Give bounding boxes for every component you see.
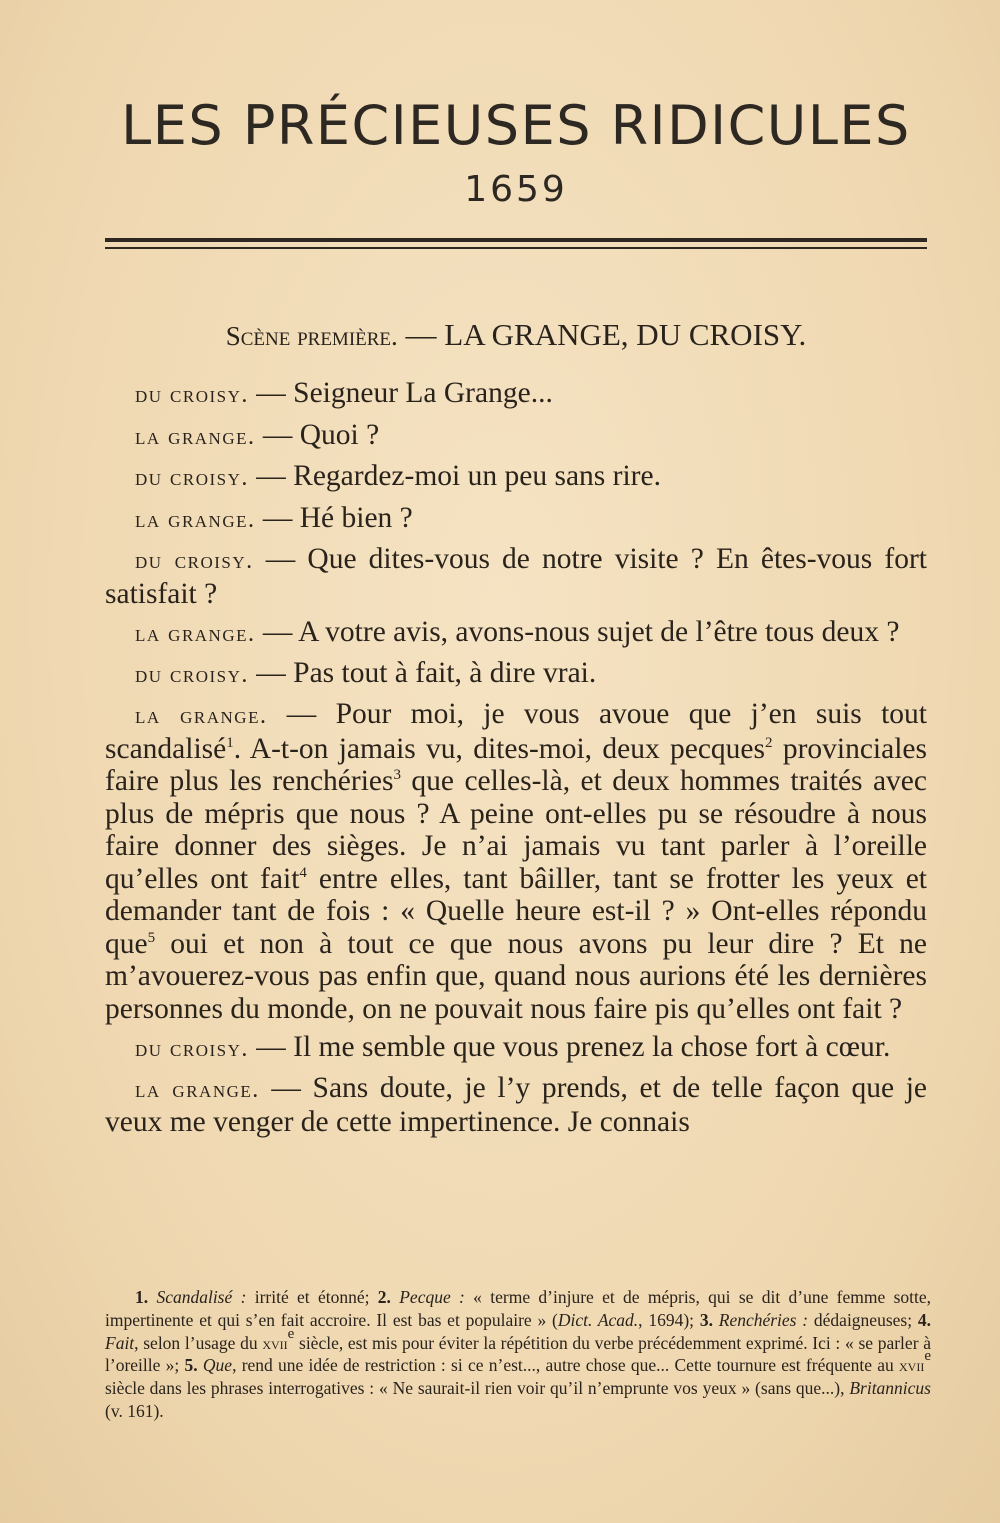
footnote-term: Pecque :: [399, 1287, 465, 1307]
footnote-number: 5.: [184, 1355, 198, 1376]
dialogue-line: [105, 657, 927, 692]
scene-dash: —: [397, 317, 445, 352]
footnote-block: [105, 1286, 931, 1423]
line-text: — Regardez-moi un peu sans rire.: [248, 460, 661, 492]
dialogue-line: [105, 377, 927, 412]
footnote-number: 1.: [135, 1287, 149, 1307]
footnote-text: , 1694);: [638, 1309, 700, 1330]
footnote-text: « terme d’injure et de mépris, qui se dit d’une femme sotte, impertinente et qui s’en fait accroire. Il est bas et populaire » (: [105, 1287, 932, 1330]
dialogue-line: [105, 460, 927, 495]
footnote-term: Que: [202, 1355, 233, 1376]
footnote-ref: 5: [147, 929, 156, 946]
footnote-number: 4.: [917, 1309, 931, 1330]
footnote-text: irrité et étonné;: [246, 1287, 378, 1307]
speaker-name: la grange.: [135, 1076, 260, 1103]
footnote-ref: 2: [765, 734, 773, 751]
dialogue-line: [105, 616, 927, 651]
footnote-ref: 1: [226, 734, 234, 751]
century-numeral: xvii: [262, 1332, 288, 1353]
year: 1659: [464, 169, 568, 210]
line-text: — Pas tout à fait, à dire vrai.: [248, 656, 597, 689]
footnote-source: Dict. Acad.: [557, 1309, 639, 1330]
footnote-term: Renchéries :: [718, 1309, 809, 1330]
speaker-name: du croisy.: [135, 1036, 249, 1062]
dialogue-line: [105, 1031, 927, 1066]
speaker-name: la grange.: [135, 621, 256, 647]
superscript: e: [287, 1325, 295, 1342]
dialogue-line: [105, 502, 927, 537]
rule-thin: [105, 247, 927, 249]
line-text: oui et non à tout ce que nous avons pu leur dire ? Et ne m’avouerez-vous pas enfin que, quand nous aurions été les dernières personnes du monde, on ne pouvait nous faire pis qu’elles ont fait ?: [105, 927, 927, 1025]
line-text: — A votre avis, avons-nous sujet de l’être tous deux ?: [255, 616, 900, 648]
dialogue-line: [105, 1072, 927, 1139]
footnote-text: (v. 161).: [105, 1400, 164, 1421]
line-text: . A-t-on jamais vu, dites-moi, deux pecques: [233, 732, 766, 765]
footnote-ref: 3: [393, 767, 401, 783]
footnote-ref: 4: [299, 864, 307, 881]
dialogue-line-long: [105, 698, 927, 1025]
page-title: LES PRÉCIEUSES RIDICULES: [121, 94, 911, 157]
line-text: — Quoi ?: [255, 418, 380, 451]
footnote-text: , selon l’usage du: [134, 1332, 263, 1353]
line-text: — Il me semble que vous prenez la chose fort à cœur.: [248, 1031, 891, 1063]
speaker-name: du croisy.: [135, 382, 249, 408]
footnote-text: , rend une idée de restriction : si ce n’est..., autre chose que... Cette tournure est fréquente au: [232, 1355, 900, 1376]
line-text: — Sans doute, je l’y prends, et de telle façon que je veux me venger de cette impertinence. Je connais: [105, 1071, 927, 1138]
page-body: [105, 90, 927, 1145]
line-text: entre elles, tant bâiller, tant se frotter les yeux et demander tant de fois : « Quelle heure est-il ? » Ont-elles répondu que: [105, 862, 928, 960]
footnote-term: Fait: [105, 1332, 135, 1353]
line-text: que celles-là, et deux hommes traités avec plus de mépris que nous ? A peine ont-elles pu se résoudre à nous faire donner des sièges. Je n’ai jamais vu tant parler à l’oreille qu’elles ont fait: [105, 765, 927, 895]
footnote-text: dédaigneuses;: [808, 1309, 918, 1330]
scene-label: Scène première.: [225, 321, 398, 351]
line-text: — Pour moi, je vous avoue que j’en suis tout scandalisé: [105, 698, 927, 765]
footnote-number: 2.: [377, 1287, 391, 1307]
double-rule-divider: [105, 238, 927, 249]
line-text: — Seigneur La Grange...: [248, 377, 553, 409]
speaker-name: la grange.: [135, 506, 256, 533]
line-text: provinciales faire plus les renchéries: [105, 732, 927, 797]
speaker-name: la grange.: [135, 703, 268, 729]
scene-characters: LA GRANGE, DU CROISY.: [444, 317, 807, 352]
dialogue-line: [105, 419, 927, 454]
speaker-name: du croisy.: [135, 548, 254, 574]
footnote-text: siècle dans les phrases interrogatives : « Ne saurait-il rien voir qu’il n’emprunte vos yeux » (sans que...),: [105, 1378, 850, 1399]
dialogue: [105, 377, 927, 1139]
rule-thick: [105, 238, 927, 242]
line-text: — Hé bien ?: [255, 501, 413, 534]
footnote-source: Britannicus: [849, 1378, 931, 1399]
speaker-name: du croisy.: [135, 661, 249, 688]
scene-heading: [105, 317, 927, 353]
speaker-name: la grange.: [135, 423, 256, 450]
footnote-text: siècle, est mis pour éviter la répétition du verbe précédemment exprimé. Ici : « se parler à l’oreille »;: [105, 1332, 931, 1376]
dialogue-line: [105, 543, 927, 610]
line-text: — Que dites-vous de notre visite ? En êtes-vous fort satisfait ?: [105, 543, 927, 610]
superscript: e: [924, 1348, 932, 1365]
century-numeral: xvii: [899, 1355, 925, 1376]
footnotes: [105, 1286, 931, 1423]
speaker-name: du croisy.: [135, 465, 249, 491]
footnote-term: Scandalisé :: [156, 1287, 247, 1307]
footnote-number: 3.: [699, 1309, 713, 1330]
